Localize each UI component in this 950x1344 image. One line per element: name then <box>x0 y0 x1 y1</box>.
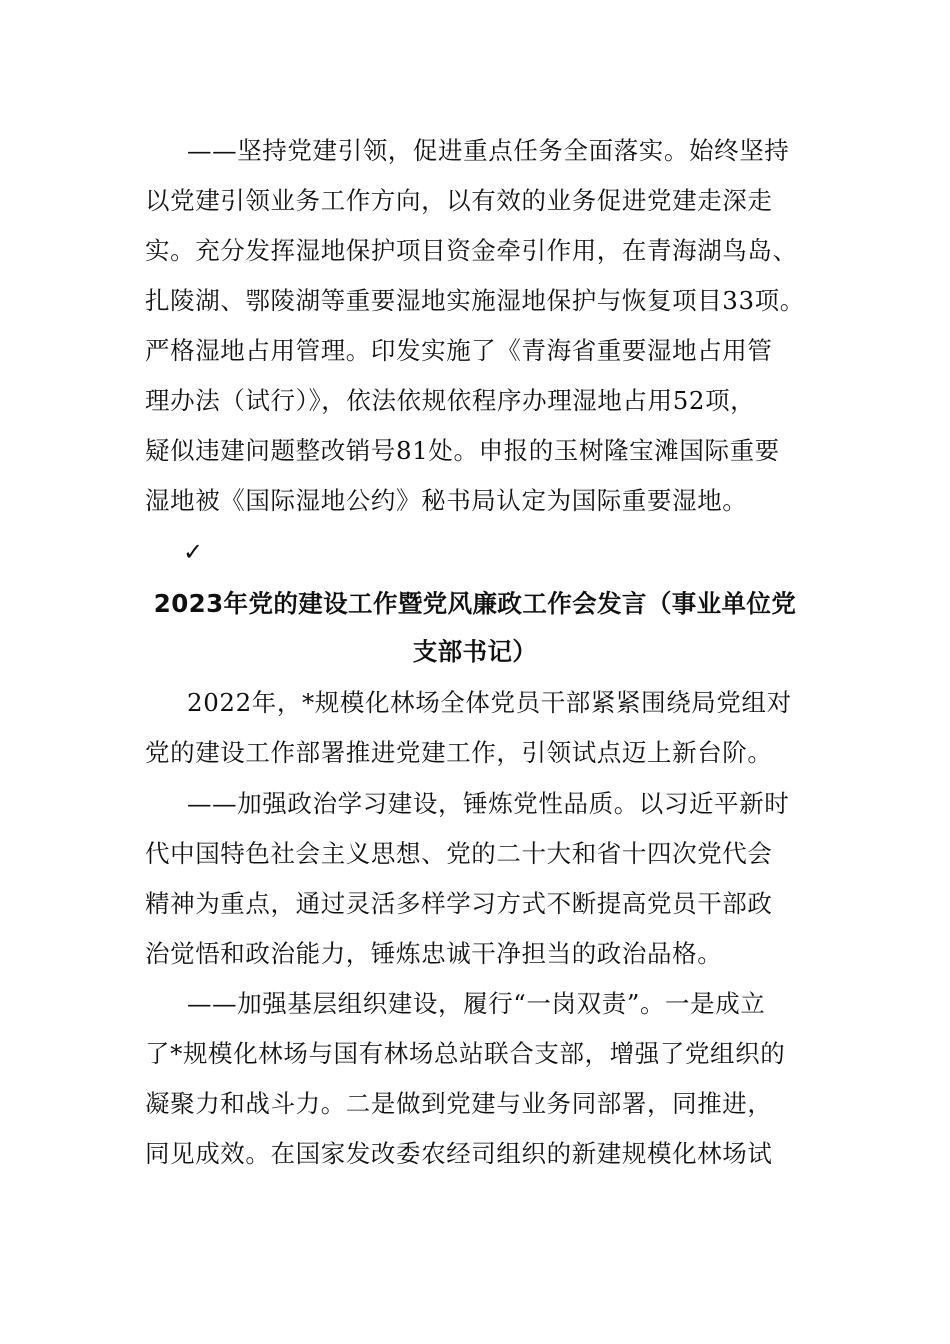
paragraph-line: 理办法（试行）》，依法依规依程序办理湿地占用52项， <box>145 386 756 415</box>
paragraph-line: 2022年，*规模化林场全体党员干部紧紧围绕局党组对 <box>187 688 792 717</box>
paragraph-line: 严格湿地占用管理。印发实施了《青海省重要湿地占用管 <box>145 336 773 365</box>
paragraph-line: 湿地被《国际湿地公约》秘书局认定为国际重要湿地。 <box>145 486 748 515</box>
paragraph-line: 代中国特色社会主义思想、党的二十大和省十四次党代会 <box>145 839 773 868</box>
paragraph-line: 疑似违建问题整改销号81处。申报的玉树隆宝滩国际重要 <box>145 436 780 465</box>
paragraph-line: 扎陵湖、鄂陵湖等重要湿地实施湿地保护与恢复项目33项。 <box>145 286 805 315</box>
paragraph-line: 同见成效。在国家发改委农经司组织的新建规模化林场试 <box>145 1139 773 1168</box>
paragraph-line: ——加强基层组织建设，履行“一岗双责”。一是成立 <box>187 989 766 1018</box>
paragraph-line: 以党建引领业务工作方向，以有效的业务促进党建走深走 <box>145 186 773 215</box>
paragraph-line: 凝聚力和战斗力。二是做到党建与业务同部署，同推进， <box>145 1089 773 1118</box>
paragraph-line: 党的建设工作部署推进党建工作，引领试点迈上新台阶。 <box>145 738 773 767</box>
paragraph-line: 精神为重点，通过灵活多样学习方式不断提高党员干部政 <box>145 889 773 918</box>
paragraph-line: ——加强政治学习建设，锤炼党性品质。以习近平新时 <box>187 789 790 818</box>
document-title: 2023年党的建设工作暨党风廉政工作会发言（事业单位党 <box>153 589 797 618</box>
checkmark-icon: ✓ <box>183 538 204 566</box>
paragraph-line: 了*规模化林场与国有林场总站联合支部，增强了党组织的 <box>145 1039 786 1068</box>
paragraph-line: 实。充分发挥湿地保护项目资金牵引作用，在青海湖鸟岛、 <box>145 236 798 265</box>
document-title-continued: 支部书记） <box>412 637 538 666</box>
paragraph-line: 治觉悟和政治能力，锤炼忠诚干净担当的政治品格。 <box>145 939 723 968</box>
paragraph-line: ——坚持党建引领，促进重点任务全面落实。始终坚持 <box>187 136 790 165</box>
